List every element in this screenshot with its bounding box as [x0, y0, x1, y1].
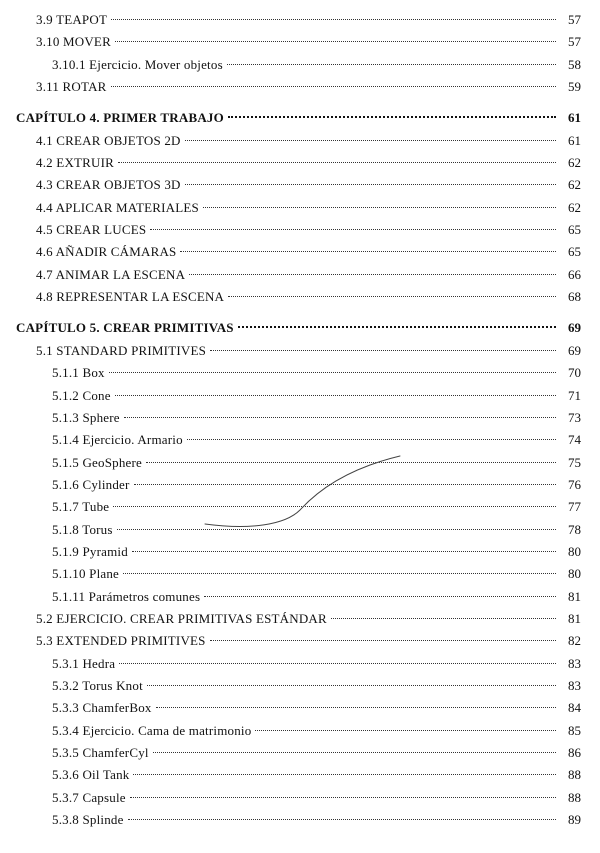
dot-leader — [187, 439, 556, 440]
toc-entry — [0, 720, 600, 742]
toc-entry — [0, 563, 600, 585]
dot-leader — [227, 64, 556, 65]
toc-entry-title: 5.3.7 Capsule — [52, 789, 126, 805]
dot-leader — [117, 529, 556, 530]
toc-page-number: 57 — [568, 12, 581, 27]
dot-leader — [115, 395, 556, 396]
toc-page-number: 89 — [568, 812, 581, 828]
toc-entry-title: 5.1.3 Sphere — [52, 409, 120, 425]
dot-leader — [238, 326, 556, 328]
toc-page-number: 80 — [568, 566, 581, 582]
toc-entry — [0, 675, 600, 697]
toc-entry — [0, 653, 600, 675]
toc-page-number: 59 — [568, 79, 581, 95]
toc-page-number: 68 — [568, 289, 581, 305]
dot-leader — [331, 618, 556, 619]
toc-page-number: 73 — [568, 409, 581, 425]
toc-page-number: 83 — [568, 655, 581, 671]
toc-entry-title: 5.1.10 Plane — [52, 566, 120, 582]
dot-leader — [119, 663, 556, 664]
toc-entry — [0, 385, 600, 407]
toc-entry — [0, 474, 600, 496]
toc-entry-title: 3.10.1 Ejercicio. Mover objetos — [52, 56, 223, 72]
dot-leader — [228, 116, 556, 118]
dot-leader — [134, 484, 556, 485]
dot-leader — [111, 86, 556, 87]
toc-page-number: 82 — [568, 633, 581, 649]
toc-entry-title: 5.1.5 GeoSphere — [52, 454, 143, 470]
toc-entry — [0, 54, 600, 76]
toc-entry — [0, 241, 600, 263]
dot-leader — [210, 350, 556, 351]
toc-page-number: 78 — [568, 521, 581, 537]
toc-entry — [0, 541, 600, 563]
toc-page-number: 70 — [568, 365, 581, 381]
toc-entry-title: 4.3 CREAR OBJETOS 3D — [36, 177, 181, 193]
toc-entry-title: 4.1 CREAR OBJETOS 2D — [36, 132, 181, 148]
toc-entry-title: 5.1.11 Parámetros comunes — [52, 588, 201, 604]
toc-entry — [0, 630, 600, 652]
toc-entry-title: 3.11 ROTAR — [36, 79, 107, 95]
toc-entry — [0, 764, 600, 786]
toc-page-number: 74 — [568, 432, 581, 448]
toc-entry — [0, 130, 600, 152]
toc-entry-title: 5.3 EXTENDED PRIMITIVES — [36, 633, 206, 649]
toc-page-number: 88 — [568, 789, 581, 805]
toc-entry-title: 5.3.5 ChamferCyl — [52, 745, 149, 760]
toc-entry-title: 5.1.1 Box — [52, 365, 105, 381]
toc-page-number: 88 — [568, 767, 581, 783]
dot-leader — [128, 819, 556, 820]
toc-entry — [0, 31, 600, 53]
dot-leader — [189, 274, 556, 275]
toc-entry — [0, 76, 600, 98]
chapter-spacer — [0, 308, 600, 317]
toc-entry — [0, 586, 600, 608]
toc-page-number: 69 — [568, 342, 581, 358]
dot-leader — [111, 19, 556, 20]
toc-page-number: 86 — [568, 745, 581, 760]
toc-entry-title: 4.6 AÑADIR CÁMARAS — [36, 244, 177, 260]
toc-page-number: 58 — [568, 56, 581, 72]
toc-page-number: 65 — [568, 222, 581, 238]
dot-leader — [132, 551, 556, 552]
toc-entry-title: 4.5 CREAR LUCES — [36, 222, 147, 238]
toc-entry — [0, 519, 600, 541]
toc-page-number: 81 — [568, 588, 581, 604]
toc-entry — [0, 362, 600, 384]
toc-entry-title: 5.1.4 Ejercicio. Armario — [52, 432, 183, 448]
toc-entry — [0, 286, 600, 308]
dot-leader — [156, 707, 556, 708]
toc-page-number: 62 — [568, 199, 581, 215]
toc-entry — [0, 697, 600, 719]
toc-entry — [0, 452, 600, 474]
toc-entry — [0, 608, 600, 630]
toc-entry — [0, 809, 600, 831]
toc-entry-title: 5.1.6 Cylinder — [52, 476, 130, 492]
dot-leader — [115, 41, 556, 42]
dot-leader — [109, 372, 556, 373]
toc-page-number: 57 — [568, 34, 581, 50]
dot-leader — [210, 640, 556, 641]
toc-entry — [0, 496, 600, 518]
dot-leader — [123, 573, 556, 574]
toc-page-number: 80 — [568, 543, 581, 559]
toc-entry-title: 5.3.8 Splinde — [52, 812, 124, 828]
dot-leader — [255, 730, 556, 731]
toc-page-number: 61 — [568, 110, 581, 126]
toc-entry — [0, 787, 600, 809]
dot-leader — [180, 251, 556, 252]
toc-entry — [0, 9, 600, 31]
toc-entry — [0, 152, 600, 174]
toc-page-number: 65 — [568, 244, 581, 260]
toc-entry — [0, 197, 600, 219]
dot-leader — [185, 140, 556, 141]
toc-entry — [0, 219, 600, 241]
toc-entry-title: 5.3.2 Torus Knot — [52, 677, 143, 693]
toc-page-number: 69 — [568, 320, 581, 336]
toc-entry-title: 4.2 EXTRUIR — [36, 155, 115, 171]
toc-entry — [0, 264, 600, 286]
toc-entry — [0, 429, 600, 451]
toc-entry — [0, 407, 600, 429]
dot-leader — [113, 506, 556, 507]
toc-entry-title: 5.3.3 ChamferBox — [52, 700, 152, 716]
toc-entry-title: 5.3.1 Hedra — [52, 655, 116, 671]
toc-page-number: 81 — [568, 610, 581, 626]
dot-leader — [203, 207, 556, 208]
dot-leader — [150, 229, 556, 230]
dot-leader — [146, 462, 556, 463]
toc-page-number: 62 — [568, 177, 581, 193]
toc-page-number: 83 — [568, 677, 581, 693]
dot-leader — [124, 417, 556, 418]
dot-leader — [204, 596, 556, 597]
chapter-spacer — [0, 98, 600, 107]
toc-entry-title: 5.1.2 Cone — [52, 387, 111, 403]
dot-leader — [147, 685, 556, 686]
toc-entry-title: CAPÍTULO 4. PRIMER TRABAJO — [16, 110, 224, 126]
toc-page-number: 71 — [568, 387, 581, 403]
toc-entry-title: 5.1.7 Tube — [52, 499, 110, 515]
toc-entry-title: 4.8 REPRESENTAR LA ESCENA — [36, 289, 225, 305]
toc-entry — [0, 742, 600, 764]
toc-entry — [0, 174, 600, 196]
toc-entry-title: 4.7 ANIMAR LA ESCENA — [36, 266, 186, 282]
toc-entry-title: 3.9 TEAPOT — [36, 12, 108, 27]
toc-entry-title: 5.2 EJERCICIO. CREAR PRIMITIVAS ESTÁNDAR — [36, 610, 327, 626]
dot-leader — [153, 752, 556, 753]
toc-page-number: 76 — [568, 476, 581, 492]
toc-entry-title: 3.10 MOVER — [36, 34, 111, 50]
toc-entry — [0, 340, 600, 362]
dot-leader — [130, 797, 556, 798]
toc-entry-title: CAPÍTULO 5. CREAR PRIMITIVAS — [16, 320, 234, 336]
toc-page-number: 75 — [568, 454, 581, 470]
toc-entry-title: 5.3.4 Ejercicio. Cama de matrimonio — [52, 722, 252, 738]
toc-entry-title: 4.4 APLICAR MATERIALES — [36, 199, 199, 215]
toc-page-number: 61 — [568, 132, 581, 148]
dot-leader — [185, 184, 556, 185]
toc-page-number: 77 — [568, 499, 581, 515]
toc-entry-title: 5.3.6 Oil Tank — [52, 767, 130, 783]
toc-entry-title: 5.1 STANDARD PRIMITIVES — [36, 342, 207, 358]
toc-page-number: 62 — [568, 155, 581, 171]
dot-leader — [228, 296, 556, 297]
toc-page-number: 85 — [568, 722, 581, 738]
toc-page-number: 66 — [568, 266, 581, 282]
toc-entry-title: 5.1.8 Torus — [52, 521, 113, 537]
table-of-contents — [0, 9, 600, 831]
dot-leader — [133, 774, 556, 775]
toc-chapter — [0, 107, 600, 129]
toc-entry-title: 5.1.9 Pyramid — [52, 543, 128, 559]
toc-page-number: 84 — [568, 700, 581, 716]
dot-leader — [118, 162, 556, 163]
toc-chapter — [0, 317, 600, 339]
